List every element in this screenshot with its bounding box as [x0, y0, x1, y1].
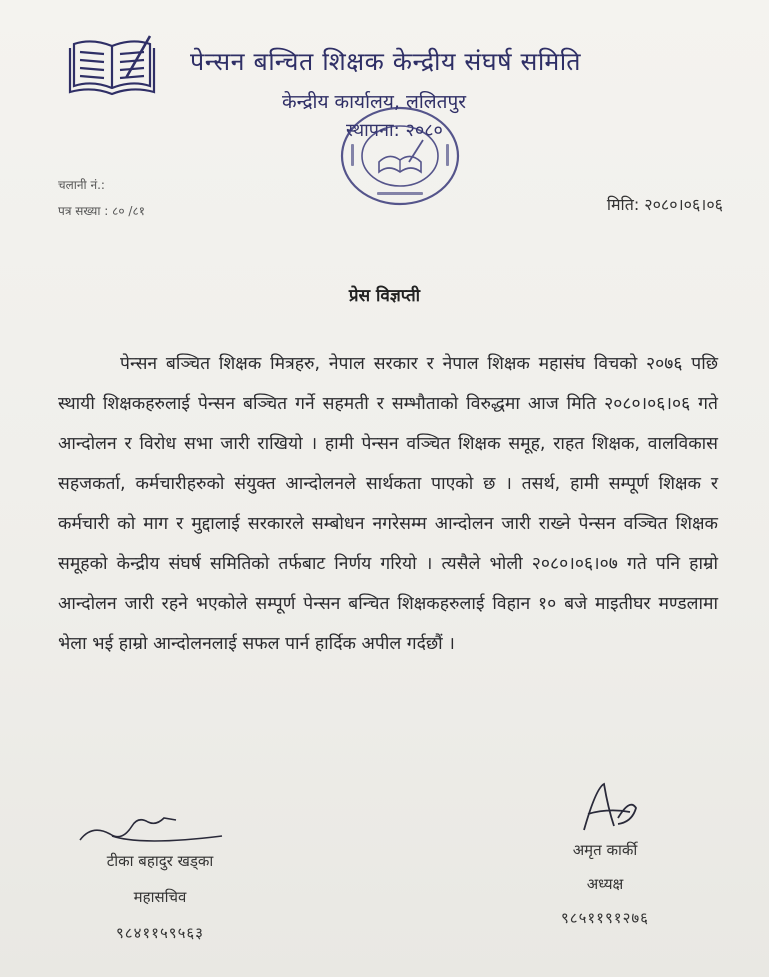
circular-seal-icon	[337, 104, 463, 208]
established-line: स्थापना: २०८०	[346, 120, 443, 141]
press-release-heading: प्रेस विज्ञप्ती	[348, 286, 421, 306]
right-signature	[574, 778, 644, 842]
general-secretary-name: टीका बहादुर खड्का	[106, 852, 214, 870]
chairperson-phone: ९८५११९१२७६	[560, 909, 649, 927]
organization-title: पेन्सन बन्चित शिक्षक केन्द्रीय संघर्ष समिति	[190, 47, 582, 76]
dispatch-number: चलानी नं.:	[58, 178, 105, 192]
chairperson-role: अध्यक्ष	[586, 875, 624, 893]
office-address: केन्द्रीय कार्यालय, ललितपुर	[282, 91, 467, 113]
open-book-icon	[66, 34, 158, 96]
letter-date: मिति: २०८०।०६।०६	[606, 195, 723, 214]
press-release-body: पेन्सन बञ्चित शिक्षक मित्रहरु, नेपाल सरकार र नेपाल शिक्षक महासंघ विचको २०७६ पछि स्थायी शिक्षकहरुलाई पेन्सन बञ्चित गर्ने सहमती र सम्भौताको विरुद्धमा आज मिति २०८०।०६।०६ गते आन्दोलन र विरोध सभा जारी राखियो । हामी पेन्सन वञ्चित शिक्षक समूह, राहत शिक्षक, वालविकास सहजकर्ता, कर्मचारीहरुको संयुक्त आन्दोलनले सार्थकता पाएको छ । तसर्थ, हामी सम्पूर्ण शिक्षक र कर्मचारी को माग र मुद्दालाई सरकारले सम्बोधन नगरेसम्म आन्दोलन जारी राख्ने पेन्सन वञ्चित शिक्षक समूहको केन्द्रीय संघर्ष समितिको तर्फबाट निर्णय गरियो । त्यसैले भोली २०८०।०६।०७ गते पनि हाम्रो आन्दोलन जारी रहने भएकोले सम्पूर्ण पेन्सन बन्चित शिक्षकहरुलाई विहान १० बजे माइतीघर मण्डलामा भेला भई हाम्रो आन्दोलनलाई सफल पार्न हार्दिक अपील गर्दछौं ।	[58, 354, 718, 654]
letter-number: पत्र सख्या : ८० /८१	[58, 204, 145, 218]
left-signature	[52, 806, 252, 856]
general-secretary-phone: ९८४११५९५६३	[115, 924, 204, 942]
general-secretary-role: महासचिव	[133, 888, 187, 906]
chairperson-name: अमृत कार्की	[572, 841, 638, 859]
